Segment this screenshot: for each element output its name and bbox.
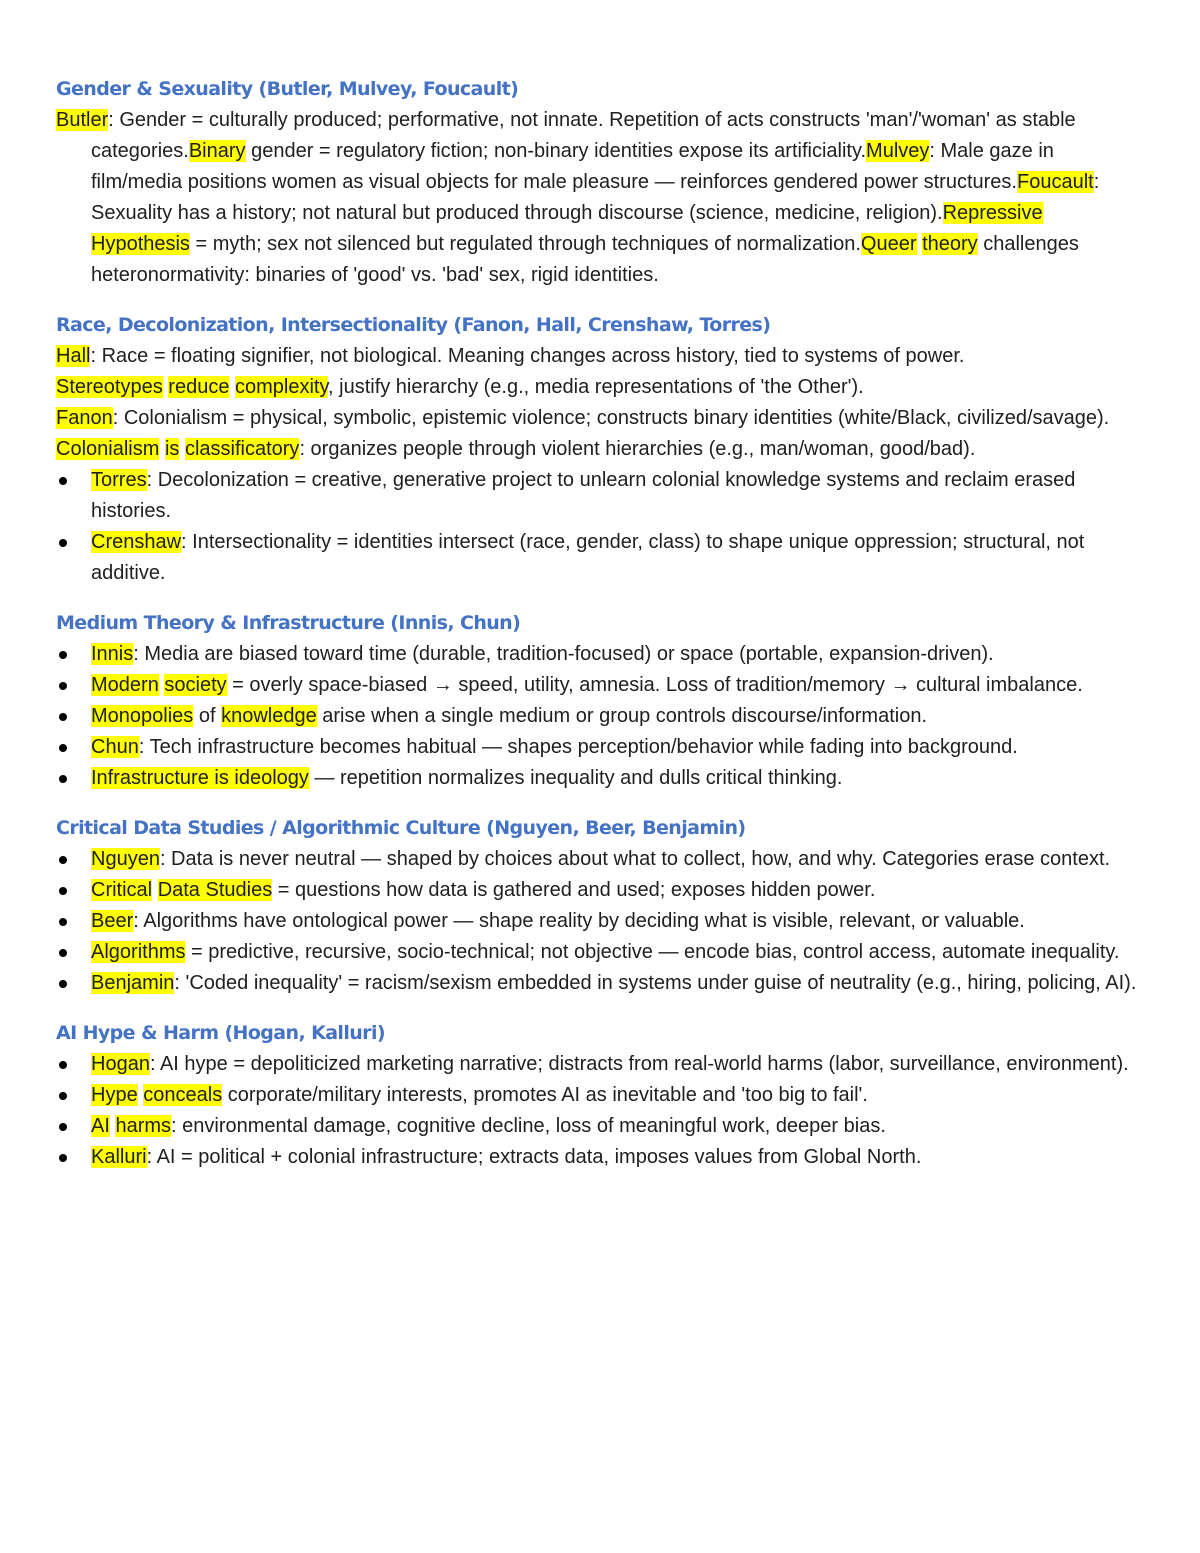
body-text: corporate/military interests, promotes AI as inevitable and 'too big to fail'.: [222, 1084, 868, 1106]
bullet-item: [56, 701, 1144, 732]
body-text: : 'Coded inequality' = racism/sexism embedded in systems under guise of neutrality (e.g., hiring, policing, AI).: [174, 972, 1137, 994]
highlighted-term: Fanon: [56, 407, 113, 429]
bullet-item: [56, 732, 1144, 763]
highlighted-term: Butler: [56, 109, 109, 131]
body-text: : AI hype = depoliticized marketing narrative; distracts from real-world harms (labor, surveillance, environment).: [149, 1053, 1129, 1075]
bullet-item: [56, 670, 1144, 701]
bullet-list: [56, 639, 1144, 794]
highlighted-term: Crenshaw: [91, 531, 182, 553]
bullet-item: [56, 763, 1144, 794]
bullet-list: [56, 1049, 1144, 1173]
section: [56, 608, 1144, 794]
bullet-list: [56, 844, 1144, 999]
body-text: : Algorithms have ontological power — shape reality by deciding what is visible, relevant, or valuable.: [133, 910, 1025, 932]
highlighted-term: Chun: [91, 736, 139, 758]
highlighted-term: Foucault: [1016, 171, 1094, 193]
bullet-icon: [59, 1123, 67, 1131]
highlighted-term: Binary: [188, 140, 246, 162]
body-text: : organizes people through violent hierarchies (e.g., man/woman, good/bad).: [299, 438, 976, 460]
bullet-item: [56, 1080, 1144, 1111]
bullet-item: [56, 527, 1144, 589]
highlighted-term: Algorithms: [91, 941, 186, 963]
section-heading: AI Hype & Harm (Hogan, Kalluri): [56, 1022, 385, 1044]
bullet-icon: [59, 949, 67, 957]
section: [56, 813, 1144, 999]
body-text: = predictive, recursive, socio-technical; not objective — encode bias, control access, automate inequality.: [185, 941, 1120, 963]
body-text: = myth; sex not silenced but regulated through techniques of normalization.: [189, 233, 861, 255]
bullet-icon: [59, 651, 67, 659]
highlighted-term: harms: [115, 1115, 172, 1137]
highlighted-term: reduce: [168, 376, 230, 398]
body-text: : Colonialism = physical, symbolic, epistemic violence; constructs binary identities (white/Black, civilized/savage).: [112, 407, 1110, 429]
body-text: : Decolonization = creative, generative project to unlearn colonial knowledge systems and reclaim erased histories.: [91, 469, 1076, 522]
body-text: : Male gaze in film/media positions women as visual objects for male pleasure — reinforces gendered power structures.: [91, 140, 1054, 193]
body-text: [152, 879, 158, 901]
bullet-item: [56, 906, 1144, 937]
body-text: — repetition normalizes inequality and dulls critical thinking.: [308, 767, 843, 789]
body-text: of: [193, 705, 222, 727]
highlighted-term: knowledge: [221, 705, 317, 727]
highlighted-term: Infrastructure is ideology: [91, 767, 309, 789]
highlighted-term: Beer: [91, 910, 134, 932]
body-text: : Sexuality has a history; not natural but produced through discourse (science, medicine, religion).: [91, 171, 1100, 224]
bullet-item: [56, 1142, 1144, 1173]
bullet-icon: [59, 744, 67, 752]
highlighted-term: society: [164, 674, 227, 696]
body-text: arise when a single medium or group controls discourse/information.: [316, 705, 928, 727]
body-text: : Data is never neutral — shaped by choices about what to collect, how, and why. Categories erase context.: [159, 848, 1111, 870]
highlighted-term: Innis: [91, 643, 134, 665]
bullet-icon: [59, 682, 67, 690]
bullet-item: [56, 968, 1144, 999]
highlighted-term: Torres: [91, 469, 147, 491]
bullet-item: [56, 1049, 1144, 1080]
highlighted-term: is: [164, 438, 180, 460]
paragraph: [56, 403, 1144, 434]
body-text: = questions how data is gathered and used; exposes hidden power.: [272, 879, 876, 901]
highlighted-term: Colonialism: [56, 438, 160, 460]
paragraph: [56, 434, 1144, 465]
bullet-item: [56, 844, 1144, 875]
highlighted-term: complexity: [235, 376, 329, 398]
bullet-icon: [59, 856, 67, 864]
bullet-icon: [59, 1061, 67, 1069]
highlighted-term: Modern: [91, 674, 159, 696]
bullet-icon: [59, 477, 67, 485]
section-heading: Gender & Sexuality (Butler, Mulvey, Foucault): [56, 78, 519, 100]
highlighted-term: Hypothesis: [91, 233, 190, 255]
highlighted-term: Hall: [56, 345, 91, 367]
highlighted-term: classificatory: [184, 438, 300, 460]
bullet-item: [56, 465, 1144, 527]
bullet-icon: [59, 1154, 67, 1162]
highlighted-term: Repressive: [942, 202, 1043, 224]
highlighted-term: Hogan: [91, 1053, 150, 1075]
highlighted-term: Stereotypes: [56, 376, 163, 398]
bullet-icon: [59, 887, 67, 895]
paragraph: [56, 372, 1144, 403]
body-text: : Tech infrastructure becomes habitual — shapes perception/behavior while fading into background.: [138, 736, 1018, 758]
section-heading: Critical Data Studies / Algorithmic Culture (Nguyen, Beer, Benjamin): [56, 817, 746, 839]
paragraph: [56, 105, 1144, 291]
highlighted-term: Data Studies: [157, 879, 273, 901]
highlighted-term: theory: [922, 233, 978, 255]
section-heading: Medium Theory & Infrastructure (Innis, Chun): [56, 612, 521, 634]
section: [56, 1018, 1144, 1173]
bullet-icon: [59, 713, 67, 721]
highlighted-term: AI: [91, 1115, 110, 1137]
bullet-icon: [59, 1092, 67, 1100]
highlighted-term: Mulvey: [866, 140, 930, 162]
body-text: : Race = floating signifier, not biological. Meaning changes across history, tied to systems of power.: [90, 345, 965, 367]
highlighted-term: Benjamin: [91, 972, 175, 994]
bullet-list: [56, 465, 1144, 589]
section-heading: Race, Decolonization, Intersectionality (Fanon, Hall, Crenshaw, Torres): [56, 314, 771, 336]
bullet-icon: [59, 980, 67, 988]
highlighted-term: Hype: [91, 1084, 138, 1106]
highlighted-term: conceals: [143, 1084, 223, 1106]
body-text: : Gender = culturally produced; performative, not innate. Repetition of acts constructs 'man'/'woman' as stable categories.: [91, 109, 1076, 162]
body-text: , justify hierarchy (e.g., media representations of 'the Other').: [328, 376, 864, 398]
bullet-icon: [59, 539, 67, 547]
highlighted-term: Monopolies: [91, 705, 194, 727]
bullet-icon: [59, 918, 67, 926]
section: [56, 74, 1144, 291]
body-text: = overly space-biased → speed, utility, amnesia. Loss of tradition/memory → cultural imbalance.: [226, 674, 1083, 696]
bullet-item: [56, 1111, 1144, 1142]
body-text: : Media are biased toward time (durable, tradition-focused) or space (portable, expansion-driven).: [133, 643, 994, 665]
body-text: challenges heteronormativity: binaries of 'good' vs. 'bad' sex, rigid identities.: [91, 233, 1079, 286]
body-text: : Intersectionality = identities intersect (race, gender, class) to shape unique oppression; structural, not additive.: [91, 531, 1085, 584]
highlighted-term: Kalluri: [91, 1146, 147, 1168]
highlighted-term: Critical: [91, 879, 153, 901]
bullet-icon: [59, 775, 67, 783]
paragraph: [56, 341, 1144, 372]
highlighted-term: Queer: [860, 233, 917, 255]
body-text: : AI = political + colonial infrastructure; extracts data, imposes values from Global North.: [146, 1146, 922, 1168]
bullet-item: [56, 639, 1144, 670]
bullet-item: [56, 937, 1144, 968]
highlighted-term: Nguyen: [91, 848, 160, 870]
bullet-item: [56, 875, 1144, 906]
body-text: : environmental damage, cognitive decline, loss of meaningful work, deeper bias.: [171, 1115, 886, 1137]
body-text: gender = regulatory fiction; non-binary identities expose its artificiality.: [245, 140, 867, 162]
section: [56, 310, 1144, 589]
